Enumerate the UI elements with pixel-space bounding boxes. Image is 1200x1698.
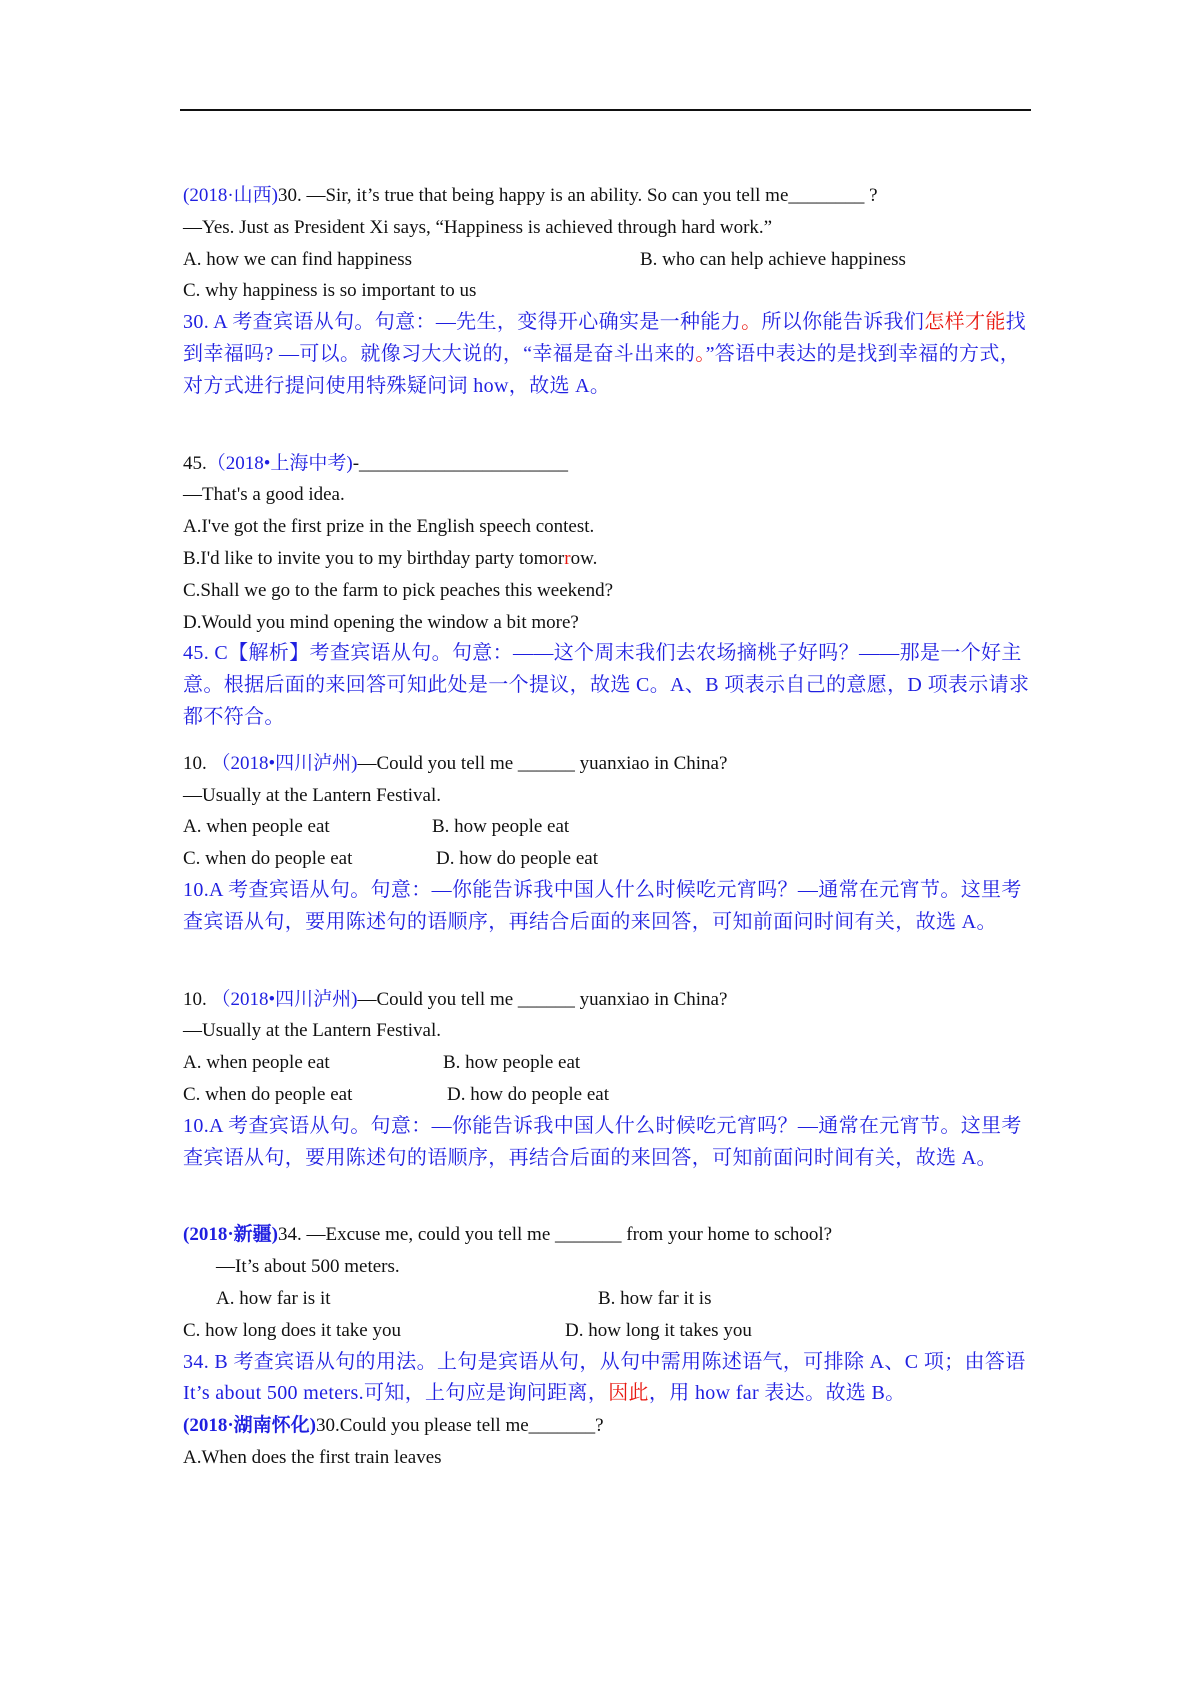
option-b: B. how far it is [598, 1287, 712, 1309]
question-source: （2018•上海中考) [206, 452, 353, 474]
option-a: A. how far is it [216, 1287, 331, 1309]
question-number: 45. [183, 452, 207, 474]
option-a: A.I've got the first prize in the English speech contest. [183, 516, 595, 538]
question-stem: —Could you tell me ______ yuanxiao in China? [357, 988, 728, 1010]
dialogue-reply: —Usually at the Lantern Festival. [183, 784, 442, 806]
answer-explanation: 10.A 考查宾语从句。句意：—你能告诉我中国人什么时候吃元宵吗？—通常在元宵节。这里考查宾语从句，要用陈述句的语顺序，再结合后面的来回答，可知前面问时间有关，故选 A。 [183, 878, 1022, 933]
option-d: D. how do people eat [436, 848, 598, 870]
question-stem: —Could you tell me ______ yuanxiao in China? [357, 752, 728, 774]
answer-explanation: 45. C【解析】考查宾语从句。句意：——这个周末我们去农场摘桃子好吗？——那是一个好主意。根据后面的来回答可知此处是一个提议，故选 C。A、B 项表示自己的意愿，D 项表示请求都不符合。 [183, 642, 1030, 728]
question-number: 10. [183, 752, 212, 774]
dialogue-reply: —Yes. Just as President Xi says, “Happiness is achieved through hard work.” [183, 216, 773, 238]
question-stem: 34. —Excuse me, could you tell me _______ from your home to school? [278, 1224, 833, 1246]
answer-explanation: 10.A 考查宾语从句。句意：—你能告诉我中国人什么时候吃元宵吗？—通常在元宵节。这里考查宾语从句，要用陈述句的语顺序，再结合后面的来回答，可知前面问时间有关，故选 A。 [183, 1114, 1022, 1169]
question-stem: -______________________ [352, 452, 569, 474]
option-c: C. when do people eat [183, 1083, 353, 1105]
question-shanghai-45 [183, 448, 1031, 734]
dialogue-reply: —Usually at the Lantern Festival. [183, 1020, 442, 1042]
question-luzhou-10-repeat [183, 984, 1031, 1175]
option-d: D.Would you mind opening the window a bit more? [183, 611, 579, 633]
question-source: （2018•四川泸州) [211, 752, 358, 774]
option-a: A. how we can find happiness [183, 248, 413, 270]
option-c: C.Shall we go to the farm to pick peaches this weekend? [183, 579, 614, 601]
question-source: (2018·湖南怀化) [183, 1415, 316, 1437]
option-b: B. who can help achieve happiness [640, 248, 906, 270]
option-c: C. how long does it take you [183, 1319, 401, 1341]
dialogue-reply: —That's a good idea. [183, 484, 345, 506]
answer-explanation: 34. B 考查宾语从句的用法。上句是宾语从句，从句中需用陈述语气，可排除 A、C 项；由答语 It’s about 500 meters.可知，上句应是询问距离，因此，用 how far 表达。故选 B。 [183, 1350, 1026, 1405]
dialogue-reply: —It’s about 500 meters. [216, 1256, 400, 1278]
question-stem: 30. —Sir, it’s true that being happy is an ability. So can you tell me________ ? [277, 185, 878, 206]
option-b: B. how people eat [443, 1052, 581, 1074]
option-a: A. when people eat [183, 816, 330, 838]
option-a: A. when people eat [183, 1052, 330, 1074]
question-xinjiang-34 [183, 1219, 1031, 1410]
option-d: D. how do people eat [447, 1083, 609, 1105]
question-stem: 30.Could you please tell me_______? [316, 1415, 604, 1437]
question-source: (2018·新疆) [183, 1224, 278, 1246]
option-b: B. how people eat [432, 816, 570, 838]
document-body [183, 180, 1031, 1474]
question-huaihua-30 [183, 1410, 1031, 1474]
question-number: 10. [183, 988, 212, 1010]
option-c: C. when do people eat [183, 848, 353, 870]
question-source: （2018•四川泸州) [211, 988, 358, 1010]
question-luzhou-10 [183, 748, 1031, 939]
answer-explanation: 30. A 考查宾语从句。句意：—先生，变得开心确实是一种能力。所以你能告诉我们怎样才能找到幸福吗? —可以。就像习大大说的，“幸福是奋斗出来的。”答语中表达的是找到幸福的方式，对方式进行提问使用特殊疑问词 how，故选 A。 [183, 311, 1027, 397]
option-b: B.I'd like to invite you to my birthday party tomorrow. [183, 547, 598, 569]
option-a: A.When does the first train leaves [183, 1446, 442, 1468]
option-c: C. why happiness is so important to us [183, 280, 477, 302]
option-d: D. how long it takes you [565, 1319, 752, 1341]
header-rule [180, 109, 1031, 111]
question-source: (2018·山西) [183, 185, 278, 206]
question-shanxi-30 [183, 180, 1031, 403]
